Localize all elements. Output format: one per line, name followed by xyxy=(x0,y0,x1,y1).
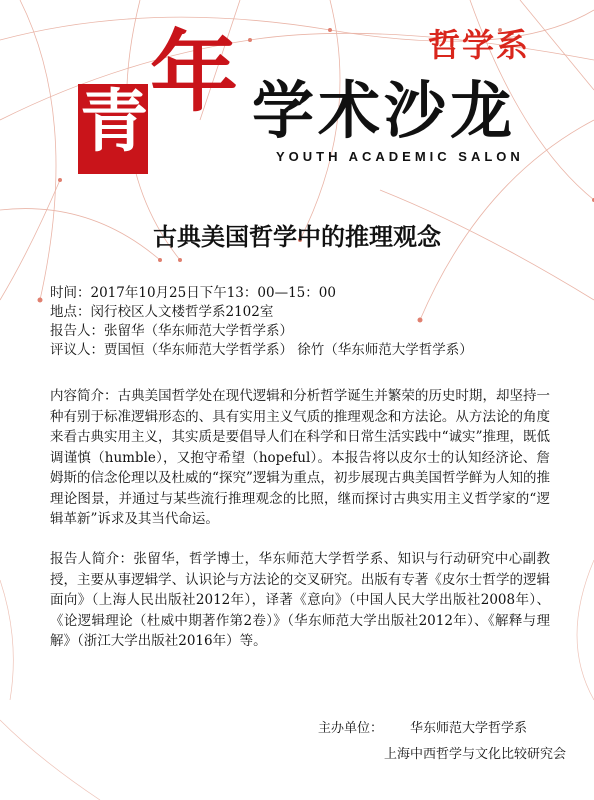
event-speaker: 报告人：张留华（华东师范大学哲学系） xyxy=(50,323,293,339)
speaker-bio-paragraph: 报告人简介：张留华，哲学博士，华东师范大学哲学系、知识与行动研究中心副教授，主要从事逻辑学、认识论与方法论的交叉研究。出版有专著《皮尔士哲学的逻辑面向》（上海人民出版社2012年），译著《意向》（中国人民大学出版社2008年）、《论逻辑理论（杜威中期著作第2卷）》（华东师范大学出版社2012年）、《解释与理解》（浙江大学出版社2016年）等。 xyxy=(50,551,550,649)
event-time: 时间：2017年10月25日下午13：00—15：00 xyxy=(50,285,336,301)
abstract-paragraph: 内容简介：古典美国哲学处在现代逻辑和分析哲学诞生并繁荣的历史时期，却坚持一种有别于标准逻辑形态的、具有实用主义气质的推理观念和方法论。从方法论的角度来看古典实用主义，其实质是要倡导人们在科学和日常生活实践中“诚实”推理，既低调谨慎（humble），又抱守希望（hopeful）。本报告将以皮尔士的认知经济论、詹姆斯的信念伦理以及杜威的“探究”逻辑为重点，初步展现古典美国哲学鲜为人知的推理论图景，并通过与某些流行推理观念的比照，继而探讨古典实用主义哲学家的“逻辑革新”诉求及其当代命运。 xyxy=(50,388,550,527)
logo-character-qing: 青 xyxy=(80,82,149,162)
salon-english-title: YOUTH ACADEMIC SALON xyxy=(276,149,524,164)
event-info xyxy=(50,284,473,360)
department-name: 哲学系 xyxy=(428,26,531,64)
organizer-1: 华东师范大学哲学系 xyxy=(410,721,528,736)
event-place: 地点：闵行校区人文楼哲学系2102室 xyxy=(50,304,274,320)
event-title: 古典美国哲学中的推理观念 xyxy=(153,223,441,251)
salon-title: 学术沙龙 xyxy=(252,74,517,147)
event-commentators: 评议人：贾国恒（华东师范大学哲学系） 徐竹（华东师范大学哲学系） xyxy=(50,342,473,358)
logo-character-nian: 年 xyxy=(150,20,239,124)
organizer-2: 上海中西哲学与文化比较研究会 xyxy=(384,747,567,762)
organizer-label: 主办单位： xyxy=(318,721,384,736)
